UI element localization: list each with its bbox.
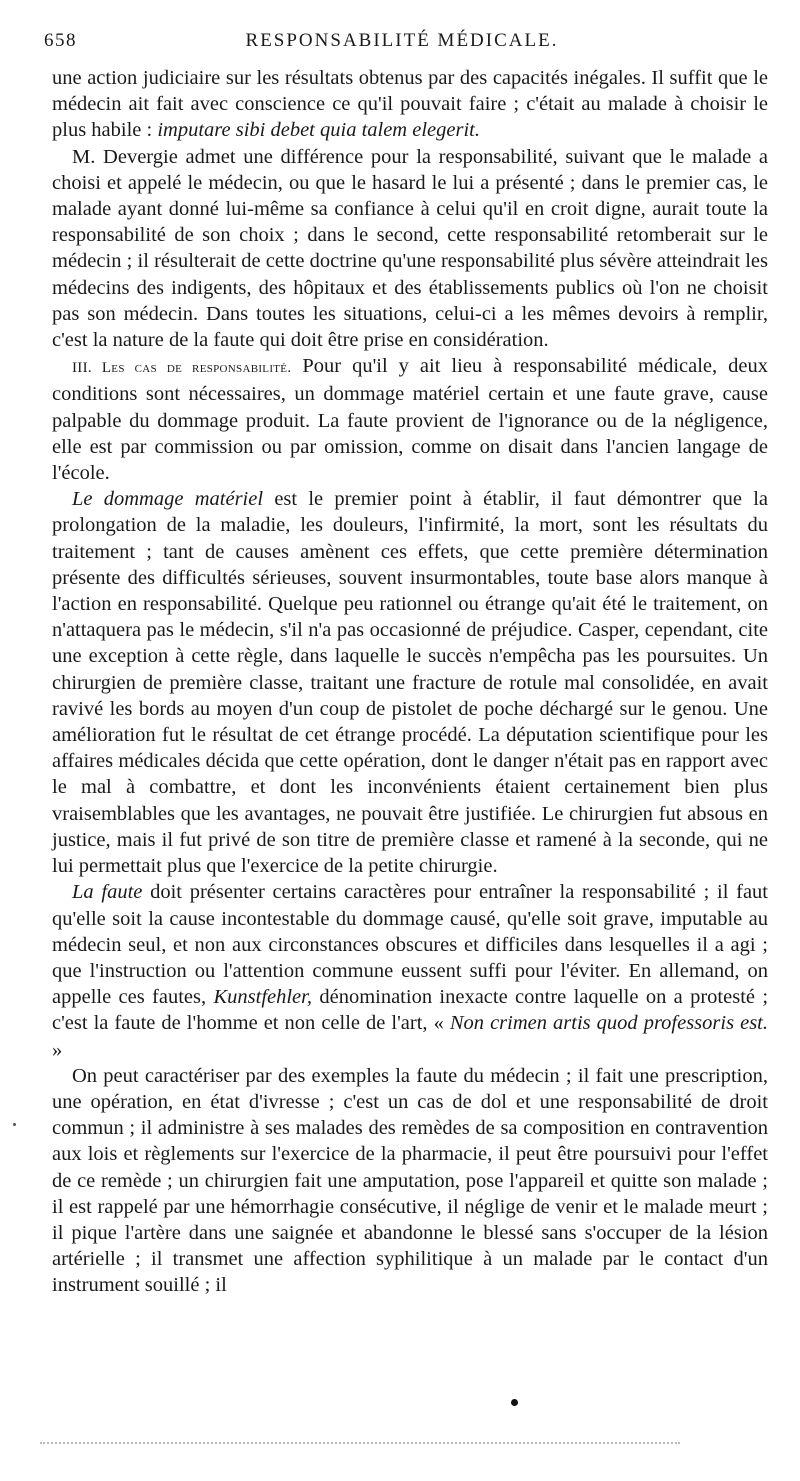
page-number: 658 [44,30,77,51]
paragraph-4-text: est le premier point à établir, il faut démontrer que la prolongation de la maladie, les douleurs, l'infirmité, la mort, sont les résultats du traitement ; tant de causes amènent ces effets, que cette première détermination présente des difficultés sérieuses, souvent insurmontables, toute base alors manque à l'action en responsabilité. Quelque peu rationnel ou étrange qu'ait été le traitement, on n'attaquera pas le médecin, s'il n'a pas occasionné de préjudice. Casper, cependant, cite une exception à cette règle, dans laquelle le succès n'empêcha pas les poursuites. Un chirurgien de première classe, traitant une fracture de rotule mal consolidée, en avait ravivé les bords au moyen d'un coup de pistolet de poche déchargé sur le genou. Une amélioration fut le résultat de cet étrange procédé. La députation scientifique pour les affaires médicales décida que cette opération, dont le danger n'était pas en rapport avec le mal à combattre, et dont les inconvénients étaient certainement bien plus vraisemblables que les avantages, ne pouvait être justifiée. Le chirurgien fut absous en justice, mais il fut privé de son titre de première classe et ramené à la seconde, qui ne lui permettait plus que l'exercice de la petite chirurgie. [52,488,768,878]
page-body [52,65,768,1299]
paragraph-6-text: On peut caractériser par des exemples la faute du médecin ; il fait une prescription, une opération, en état d'ivresse ; c'est un cas de dol et une responsabilité de droit commun ; il administre à ses malades des remèdes de sa composition en contravention aux lois et règlements sur l'exercice de la pharmacie, il peut être poursuivi pour l'effet de ce remède ; un chirurgien fait une amputation, pose l'appareil et quitte son malade ; il est rappelé par une hémorrhagie consécutive, il néglige de venir et le malade meurt ; il pique l'artère dans une saignée et abandonne le blessé sans s'occuper de la lésion artérielle ; il transmet une affection syphilitique à un malade par le contact d'un instrument souillé ; il [52,1064,768,1297]
term-kunstfehler: Kunstfehler, [213,986,312,1009]
paragraph-6 [52,1063,768,1299]
term-la-faute: La faute [72,881,143,904]
paragraph-5-text-b: dénomination inexacte contre laquelle on a protesté ; c'est la faute de l'homme et non celle de l'art, [52,986,769,1035]
paragraph-5 [52,879,768,1062]
paragraph-3-text: Pour qu'il y ait lieu à responsabilité médicale, deux conditions sont nécessaires, un dommage matériel certain et une faute grave, cause palpable du dommage produit. La faute provient de l'ignorance ou de la négligence, elle est par commission ou par omission, comme on disait dans l'ancien langage de l'école. [52,355,768,485]
quote-close: » [52,1038,63,1061]
latin-quote: Non crimen artis quod professoris est. [449,1012,768,1035]
paragraph-4 [52,486,768,879]
paragraph-2-text: M. Devergie admet une différence pour la responsabilité, suivant que le malade a choisi et appelé le médecin, ou que le hasard le lui a présenté ; dans le premier cas, le malade ayant donné lui-même sa confiance à celui qu'il en croit digne, aurait toute la responsabilité de son choix ; dans le second, cette responsabilité retomberait sur le médecin ; il résulterait de cette doctrine qu'une responsabilité plus sévère atteindrait les médecins des indigents, des hôpitaux et des établissements publics où l'on ne choisit pas son médecin. Dans toutes les situations, celui-ci a les mêmes devoirs à remplir, c'est la nature de la faute qui doit être prise en considération. [52,145,768,352]
quote-open: « [433,1012,444,1035]
paragraph-5-text: doit présenter certains caractères pour entraîner la responsabilité ; il faut qu'elle soit la cause incontestable du dommage causé, qu'elle soit grave, imputable au médecin seul, et non aux circonstances obscures et difficiles dans lesquelles il a agi ; que l'instruction ou l'attention commune eussent suffi pour l'éviter. En allemand, on appelle ces fautes, [52,881,768,1009]
latin-maxim: imputare sibi debet quia talem elegerit. [157,119,480,142]
paragraph-1 [52,65,768,144]
page-header [44,30,760,60]
paragraph-1-text: une action judiciaire sur les résultats obtenus par des capacités inégales. Il suffit que le médecin ait fait avec conscience ce qu'il pouvait faire ; c'était au malade à choisir le plus habile : [52,67,768,142]
paragraph-3 [52,353,768,486]
bottom-scan-noise [40,1442,680,1444]
running-title: RESPONSABILITÉ MÉDICALE. [245,30,559,51]
paragraph-2 [52,144,768,354]
ink-dot [511,1399,518,1406]
margin-speck [13,1123,16,1126]
term-dommage-materiel: Le dommage matériel [72,488,264,511]
section-heading: III. Les cas de responsabilité. [72,360,292,377]
